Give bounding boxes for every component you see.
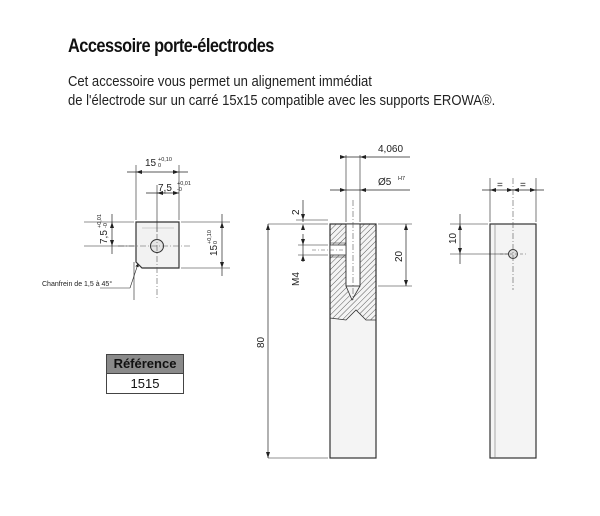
dim-bore-tol: H7 [398, 176, 406, 182]
dim-top-width-tol: +0,10 [158, 157, 172, 163]
dim-left-half-tol2: -0 [103, 223, 109, 228]
dim-thread: M4 [291, 272, 302, 286]
description-line-1: Cet accessoire vous permet un alignement immédiat [68, 74, 372, 90]
dim-top-width-tol2: 0 [158, 163, 162, 169]
description-line-2: de l'électrode sur un carré 15x15 compatible avec les supports EROWA®. [68, 93, 496, 109]
side-view [450, 178, 544, 458]
dim-top-gap: 2 [291, 209, 302, 215]
dim-depth: 20 [394, 250, 405, 262]
reference-value: 1515 [130, 376, 160, 391]
dim-half-width-tol: +0,01 [177, 181, 191, 187]
dim-top-width: 15 [145, 158, 157, 169]
dim-equal-right: = [520, 180, 526, 191]
dim-bore: Ø5 [378, 177, 392, 188]
page-title: Accessoire porte-électrodes [68, 36, 274, 57]
chamfer-note: Chanfrein de 1,5 à 45° [42, 281, 113, 288]
dim-half-width: 7,5 [158, 183, 172, 194]
dim-left-half-tol: +0,01 [97, 214, 103, 228]
dim-left-half: 7,5 [99, 230, 110, 244]
dim-offset: 4,060 [378, 144, 404, 155]
front-view [266, 155, 412, 458]
dim-right-height: 15 [209, 244, 220, 256]
reference-header: Référence [107, 355, 183, 374]
dim-half-width-tol2: -0 [177, 187, 182, 193]
dim-right-height-tol: +0,10 [207, 230, 213, 244]
reference-table [106, 354, 184, 394]
dim-side-height: 10 [448, 232, 459, 244]
dim-right-height-tol2: 0 [213, 240, 219, 244]
dim-equal-left: = [497, 180, 503, 191]
dim-length: 80 [256, 336, 267, 348]
